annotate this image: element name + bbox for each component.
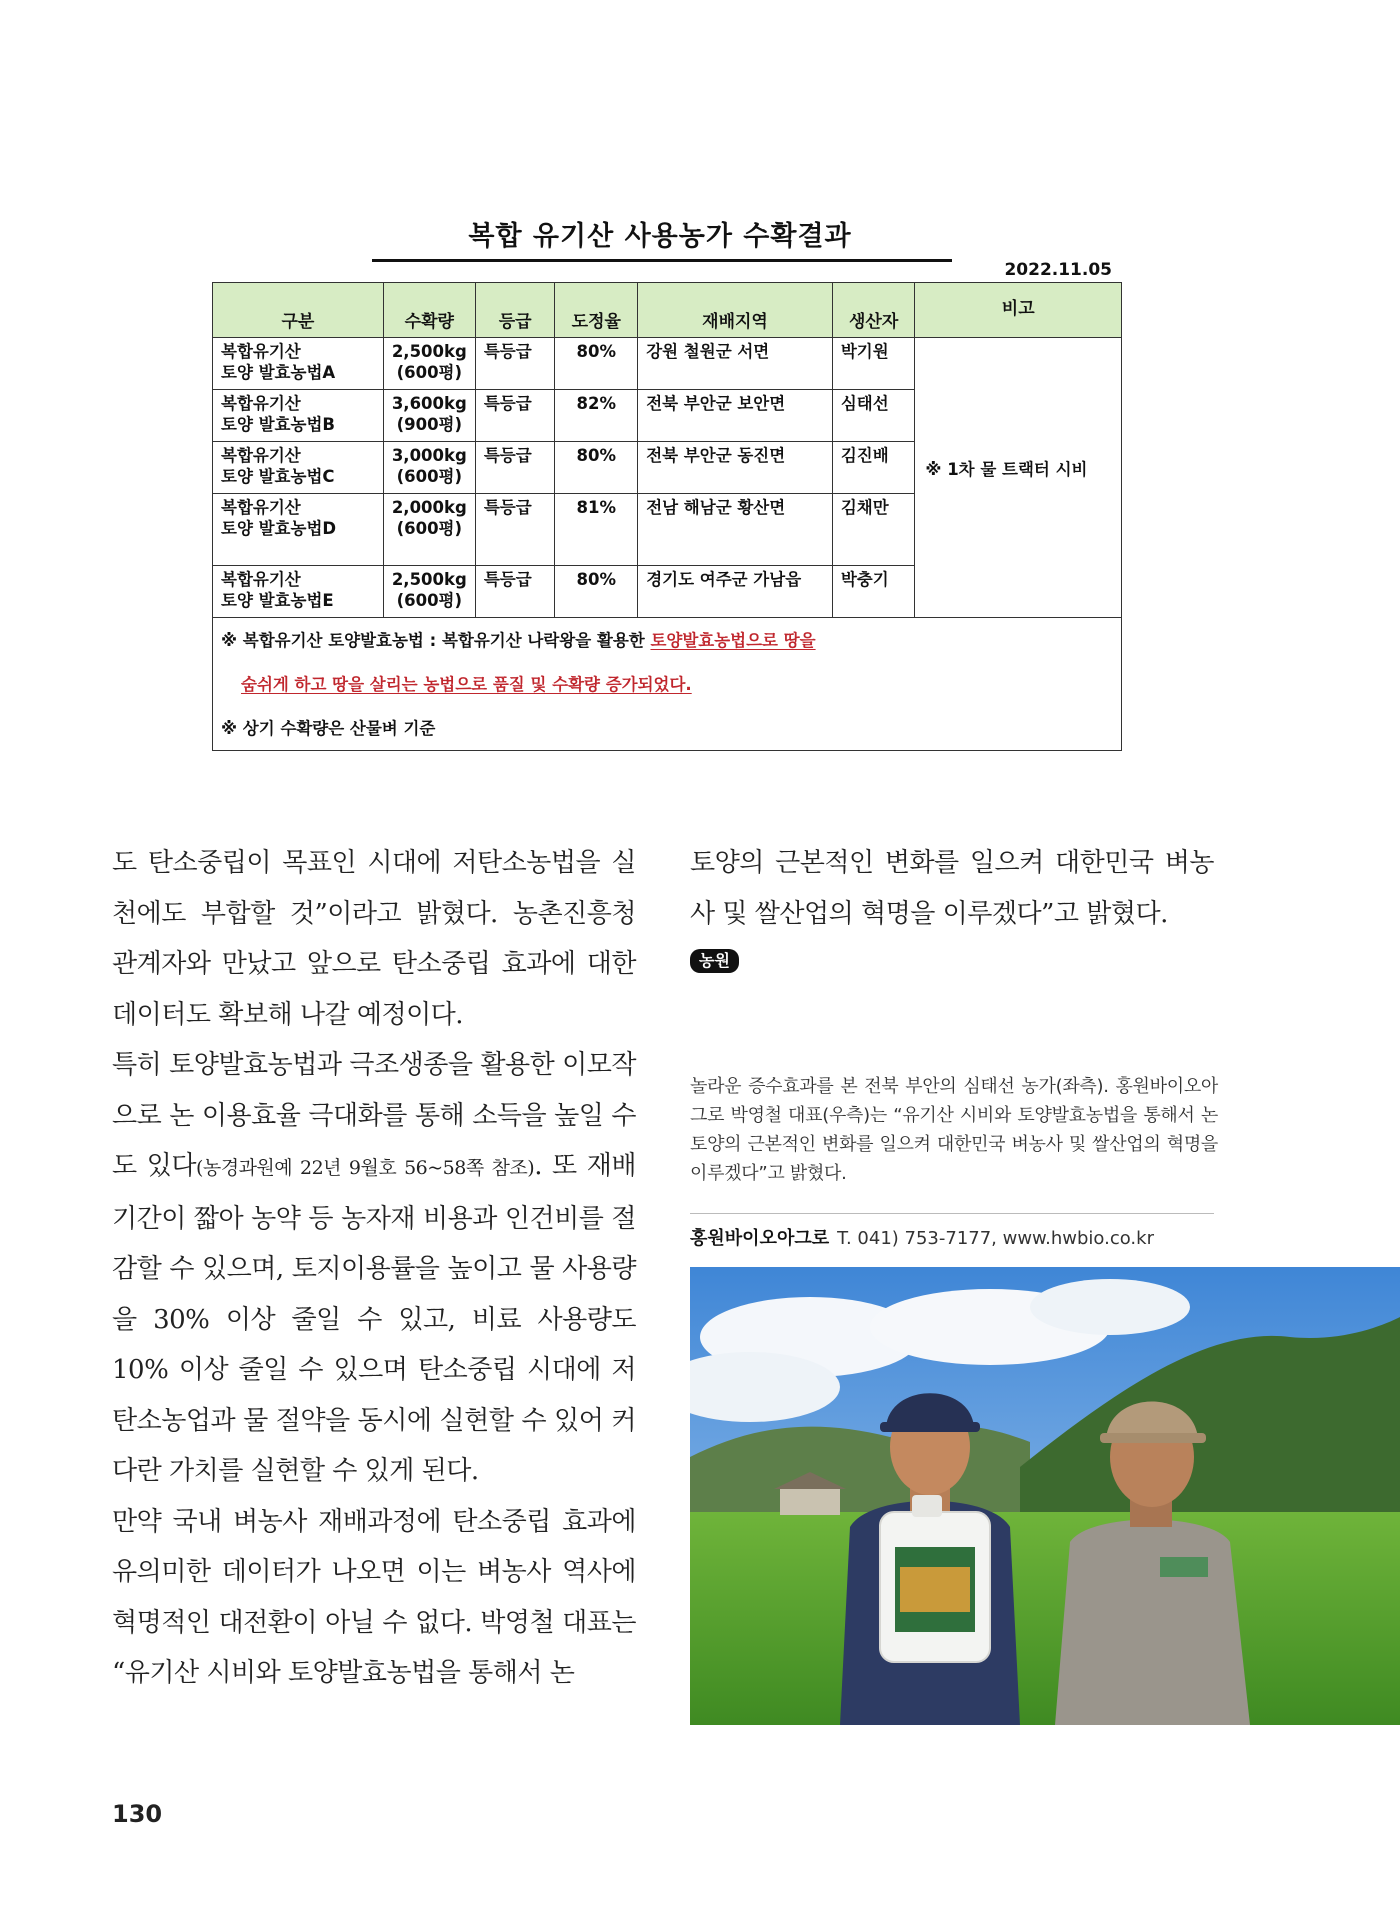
header-yield: 수확량 [383, 283, 475, 338]
note-line-3: ※ 상기 수확량은 산물벼 기준 [221, 719, 436, 738]
header-producer: 생산자 [832, 283, 915, 338]
cell-region: 경기도 여주군 가남읍 [638, 566, 833, 618]
header-milling-rate: 도정율 [555, 283, 638, 338]
photo-illustration [690, 1267, 1400, 1725]
cell-category: 복합유기산 토양 발효농법B [213, 390, 384, 442]
cell-category: 복합유기산 토양 발효농법C [213, 442, 384, 494]
cell-milling: 82% [555, 390, 638, 442]
cell-grade: 특등급 [475, 442, 555, 494]
cell-region: 전남 해남군 황산면 [638, 494, 833, 566]
cell-producer: 박충기 [832, 566, 915, 618]
source-badge: 농원 [690, 949, 739, 973]
cell-category: 복합유기산 토양 발효농법E [213, 566, 384, 618]
notes-row [213, 618, 1122, 751]
cell-producer: 김진배 [832, 442, 915, 494]
cell-category: 복합유기산 토양 발효농법A [213, 338, 384, 390]
article-right-column [690, 838, 1214, 939]
cell-grade: 특등급 [475, 390, 555, 442]
cell-milling: 81% [555, 494, 638, 566]
note-line-2: 숨쉬게 하고 땅을 살리는 농법으로 품질 및 수확량 증가되었다. [241, 675, 692, 694]
photo-caption: 놀라운 증수효과를 본 전북 부안의 심태선 농가(좌측). 홍원바이오아그로 박영철 대표(우측)는 “유기산 시비와 토양발효농법을 통해서 논토양의 근본적인 변화를 일으켜 대한민국 벼농사 및 쌀산업의 혁명을 이루겠다”고 밝혔다. [690, 1076, 1218, 1184]
harvest-results-table [212, 282, 1122, 751]
cell-yield: 2,500kg (600평) [383, 338, 475, 390]
cell-producer: 김채만 [832, 494, 915, 566]
article-paragraph: 특히 토양발효농법과 극조생종을 활용한 이모작으로 논 이용효율 극대화를 통해 소득을 높일 수도 있다(농경과원예 22년 9월호 56~58쪽 참조). 또 재배기간이 짧아 농약 등 농자재 비용과 인건비를 절감할 수 있으며, 토지이용률을 높이고 물 사용량을 30% 이상 줄일 수 있고, 비료 사용량도 10% 이상 줄일 수 있으며 탄소중립 시대에 저탄소농업과 물 절약을 동시에 실현할 수 있어 커다란 가치를 실현할 수 있게 된다. [112, 1050, 636, 1486]
cell-region: 전북 부안군 보안면 [638, 390, 833, 442]
cell-category: 복합유기산 토양 발효농법D [213, 494, 384, 566]
cell-yield: 3,000kg (600평) [383, 442, 475, 494]
table-title: 복합 유기산 사용농가 수확결과 [468, 221, 852, 252]
page-number: 130 [112, 1800, 163, 1828]
article-paragraph: 도 탄소중립이 목표인 시대에 저탄소농법을 실천에도 부합할 것”이라고 밝혔다. 농촌진흥청 관계자와 만났고 앞으로 탄소중립 효과에 대한 데이터도 확보해 나갈 예정이다. [112, 848, 636, 1030]
farmers-photo [690, 1267, 1400, 1725]
cell-region: 전북 부안군 동진면 [638, 442, 833, 494]
article-paragraph: 만약 국내 벼농사 재배과정에 탄소중립 효과에 유의미한 데이터가 나오면 이는 벼농사 역사에 혁명적인 대전환이 아닐 수 없다. 박영철 대표는 “유기산 시비와 토양발효농법을 통해서 논 [112, 1506, 636, 1688]
article-left-column [112, 838, 636, 1699]
header-grade: 등급 [475, 283, 555, 338]
table-notes [213, 618, 1122, 751]
cell-producer: 심태선 [832, 390, 915, 442]
caption-divider [690, 1213, 1214, 1214]
cell-milling: 80% [555, 338, 638, 390]
article-paragraph: 토양의 근본적인 변화를 일으켜 대한민국 벼농사 및 쌀산업의 혁명을 이루겠다”고 밝혔다. [690, 848, 1214, 929]
company-name: 홍원바이오아그로 [690, 1228, 830, 1249]
cell-milling: 80% [555, 566, 638, 618]
reference-note: (농경과원예 22년 9월호 56~58쪽 참조) [195, 1157, 535, 1179]
cell-producer: 박기원 [832, 338, 915, 390]
table-date: 2022.11.05 [1004, 260, 1112, 280]
cell-milling: 80% [555, 442, 638, 494]
cell-grade: 특등급 [475, 566, 555, 618]
cell-remark: ※ 1차 물 트랙터 시비 [915, 338, 1122, 618]
table-header-row [213, 283, 1122, 338]
note-line-1: ※ 복합유기산 토양발효농법 : 복합유기산 나락왕을 활용한 토양발효농법으로 땅을 [221, 631, 816, 650]
header-region: 재배지역 [638, 283, 833, 338]
header-category: 구분 [213, 283, 384, 338]
cell-yield: 2,000kg (600평) [383, 494, 475, 566]
cell-yield: 2,500kg (600평) [383, 566, 475, 618]
cell-region: 강원 철원군 서면 [638, 338, 833, 390]
cell-grade: 특등급 [475, 494, 555, 566]
cell-yield: 3,600kg (900평) [383, 390, 475, 442]
title-underline [372, 259, 952, 262]
contact-info: T. 041) 753-7177, www.hwbio.co.kr [837, 1228, 1154, 1249]
header-remark: 비고 [915, 283, 1122, 338]
table-row [213, 338, 1122, 390]
cell-grade: 특등급 [475, 338, 555, 390]
company-contact [690, 1224, 1154, 1250]
